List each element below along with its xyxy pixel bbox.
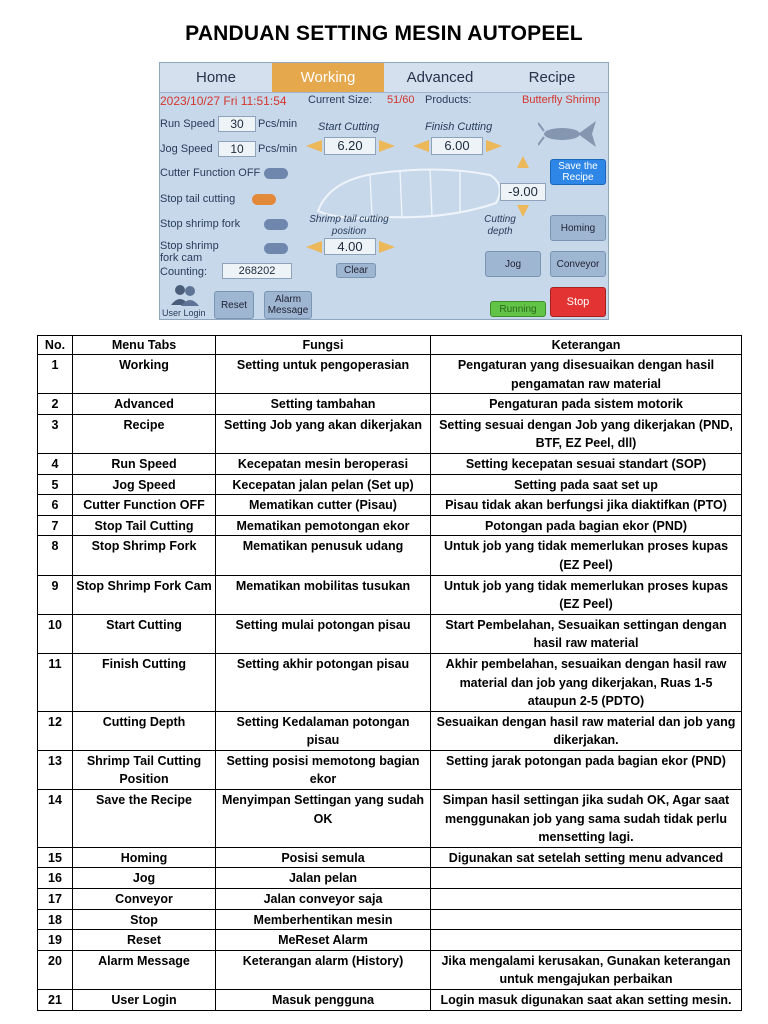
table-row: [38, 889, 742, 910]
header-no: No.: [38, 336, 73, 355]
cutting-depth-label: Cutting depth: [484, 214, 516, 237]
header-menu-tabs: Menu Tabs: [73, 336, 216, 355]
cell-fungsi: Setting tambahan: [216, 394, 431, 415]
cell-no: 21: [38, 990, 73, 1011]
cell-no: 13: [38, 750, 73, 789]
stop-tail-toggle[interactable]: [252, 194, 276, 205]
stop-fork-toggle[interactable]: [264, 219, 288, 230]
cell-no: 19: [38, 930, 73, 951]
cell-no: 5: [38, 474, 73, 495]
header-keterangan: Keterangan: [431, 336, 742, 355]
homing-button[interactable]: Homing: [550, 215, 606, 241]
tail-position-label: Shrimp tail cutting position: [309, 214, 389, 237]
table-row: [38, 474, 742, 495]
save-recipe-button[interactable]: Save the Recipe: [550, 159, 606, 185]
cell-menu-tab: User Login: [73, 990, 216, 1011]
hmi-screenshot: [159, 62, 609, 320]
cell-keterangan: [431, 930, 742, 951]
cell-menu-tab: Advanced: [73, 394, 216, 415]
cell-no: 14: [38, 790, 73, 848]
cell-fungsi: Memberhentikan mesin: [216, 909, 431, 930]
cell-keterangan: [431, 868, 742, 889]
cell-no: 12: [38, 711, 73, 750]
run-speed-unit: Pcs/min: [258, 118, 298, 130]
cell-keterangan: [431, 909, 742, 930]
counting-value: 268202: [222, 263, 292, 279]
document-title: PANDUAN SETTING MESIN AUTOPEEL: [185, 22, 583, 45]
table-row: [38, 414, 742, 453]
table-row: [38, 868, 742, 889]
clear-button[interactable]: Clear: [336, 263, 376, 278]
cell-menu-tab: Cutting Depth: [73, 711, 216, 750]
cell-keterangan: Start Pembelahan, Sesuaikan settingan dengan hasil raw material: [431, 614, 742, 653]
cell-fungsi: Posisi semula: [216, 847, 431, 868]
cell-menu-tab: Stop Tail Cutting: [73, 515, 216, 536]
datetime: 2023/10/27 Fri 11:51:54: [160, 94, 287, 108]
cell-fungsi: Setting Kedalaman potongan pisau: [216, 711, 431, 750]
cell-no: 17: [38, 889, 73, 910]
cutter-function-label: Cutter Function OFF: [160, 167, 261, 179]
alarm-message-button[interactable]: Alarm Message: [264, 291, 312, 319]
cell-fungsi: Setting akhir potongan pisau: [216, 653, 431, 711]
stop-tail-label: Stop tail cutting: [160, 193, 236, 205]
cell-menu-tab: Finish Cutting: [73, 653, 216, 711]
cell-keterangan: Simpan hasil settingan jika sudah OK, Agar saat menggunakan job yang sama sudah tidak perlu mensetting lagi.: [431, 790, 742, 848]
cell-menu-tab: Stop: [73, 909, 216, 930]
settings-guide-table: [37, 335, 742, 1011]
table-row: [38, 515, 742, 536]
stop-fork-cam-label: Stop shrimp fork cam: [160, 240, 219, 264]
table-row: [38, 453, 742, 474]
cell-fungsi: Menyimpan Settingan yang sudah OK: [216, 790, 431, 848]
cell-no: 8: [38, 536, 73, 575]
cell-keterangan: Setting sesuai dengan Job yang dikerjakan (PND, BTF, EZ Peel, dll): [431, 414, 742, 453]
table-row: [38, 950, 742, 989]
cell-fungsi: Setting untuk pengoperasian: [216, 355, 431, 394]
cell-fungsi: Setting Job yang akan dikerjakan: [216, 414, 431, 453]
cell-keterangan: Setting jarak potongan pada bagian ekor (PND): [431, 750, 742, 789]
table-row: [38, 750, 742, 789]
cell-fungsi: Jalan pelan: [216, 868, 431, 889]
hmi-tab-bar: [160, 63, 608, 93]
tab-working[interactable]: Working: [272, 63, 384, 92]
cell-menu-tab: Save the Recipe: [73, 790, 216, 848]
cell-keterangan: Pengaturan pada sistem motorik: [431, 394, 742, 415]
cell-menu-tab: Alarm Message: [73, 950, 216, 989]
cell-no: 15: [38, 847, 73, 868]
table-row: [38, 355, 742, 394]
cell-fungsi: Setting mulai potongan pisau: [216, 614, 431, 653]
cell-keterangan: Setting kecepatan sesuai standart (SOP): [431, 453, 742, 474]
current-size-label: Current Size:: [308, 94, 373, 106]
tab-home[interactable]: Home: [195, 69, 236, 86]
cell-no: 16: [38, 868, 73, 889]
jog-speed-label: Jog Speed: [160, 143, 213, 155]
header-fungsi: Fungsi: [216, 336, 431, 355]
run-speed-label: Run Speed: [160, 118, 216, 130]
products-label: Products:: [425, 94, 472, 106]
cell-menu-tab: Conveyor: [73, 889, 216, 910]
table-row: [38, 790, 742, 848]
cell-fungsi: Jalan conveyor saja: [216, 889, 431, 910]
cell-fungsi: Mematikan penusuk udang: [216, 536, 431, 575]
stop-button[interactable]: Stop: [550, 287, 606, 317]
cutting-depth-input[interactable]: -9.00: [500, 183, 546, 201]
cell-keterangan: Pengaturan yang disesuaikan dengan hasil pengamatan raw material: [431, 355, 742, 394]
cell-keterangan: Digunakan sat setelah setting menu advanced: [431, 847, 742, 868]
cell-menu-tab: Stop Shrimp Fork: [73, 536, 216, 575]
cell-menu-tab: Homing: [73, 847, 216, 868]
products-value: Butterfly Shrimp: [522, 94, 601, 106]
cell-keterangan: Potongan pada bagian ekor (PND): [431, 515, 742, 536]
start-cutting-label: Start Cutting: [318, 121, 380, 133]
user-login-label: User Login: [162, 308, 206, 318]
cell-fungsi: MeReset Alarm: [216, 930, 431, 951]
stop-fork-cam-toggle[interactable]: [264, 243, 288, 254]
cell-fungsi: Kecepatan mesin beroperasi: [216, 453, 431, 474]
cell-menu-tab: Start Cutting: [73, 614, 216, 653]
table-row: [38, 847, 742, 868]
cell-keterangan: [431, 889, 742, 910]
cell-menu-tab: Jog: [73, 868, 216, 889]
table-row: [38, 536, 742, 575]
counting-label: Counting:: [160, 266, 208, 278]
cell-keterangan: Akhir pembelahan, sesuaikan dengan hasil raw material dan job yang dikerjakan, Ruas 1-5 ataupun 2-5 (PDTO): [431, 653, 742, 711]
table-row: [38, 394, 742, 415]
cell-no: 9: [38, 575, 73, 614]
cell-menu-tab: Shrimp Tail Cutting Position: [73, 750, 216, 789]
cell-no: 2: [38, 394, 73, 415]
cell-keterangan: Login masuk digunakan saat akan setting mesin.: [431, 990, 742, 1011]
table-row: [38, 930, 742, 951]
cell-fungsi: Masuk pengguna: [216, 990, 431, 1011]
cell-keterangan: Untuk job yang tidak memerlukan proses kupas (EZ Peel): [431, 536, 742, 575]
tab-recipe[interactable]: Recipe: [528, 69, 576, 86]
cell-fungsi: Keterangan alarm (History): [216, 950, 431, 989]
running-status: Running: [490, 301, 546, 317]
cell-no: 1: [38, 355, 73, 394]
run-speed-input[interactable]: 30: [218, 116, 256, 132]
tab-advanced[interactable]: Advanced: [406, 69, 474, 86]
cell-no: 20: [38, 950, 73, 989]
start-cutting-input[interactable]: 6.20: [324, 137, 376, 155]
reset-button[interactable]: Reset: [214, 291, 254, 319]
finish-cutting-label: Finish Cutting: [425, 121, 493, 133]
table-row: [38, 909, 742, 930]
jog-speed-unit: Pcs/min: [258, 143, 298, 155]
cell-keterangan: Sesuaikan dengan hasil raw material dan job yang dikerjakan.: [431, 711, 742, 750]
cell-no: 3: [38, 414, 73, 453]
table-row: [38, 495, 742, 516]
cell-fungsi: Mematikan pemotongan ekor: [216, 515, 431, 536]
start-cutting-increase-icon[interactable]: [379, 140, 395, 152]
cell-menu-tab: Stop Shrimp Fork Cam: [73, 575, 216, 614]
cell-no: 4: [38, 453, 73, 474]
cell-keterangan: Untuk job yang tidak memerlukan proses kupas (EZ Peel): [431, 575, 742, 614]
jog-speed-input[interactable]: 10: [218, 141, 256, 157]
cutting-depth-up-icon[interactable]: [517, 156, 529, 168]
shrimp-product-icon: [538, 113, 608, 155]
cutter-function-toggle[interactable]: [264, 168, 288, 179]
table-row: [38, 614, 742, 653]
tail-position-increase-icon[interactable]: [379, 241, 395, 253]
table-row: [38, 653, 742, 711]
cell-fungsi: Mematikan mobilitas tusukan: [216, 575, 431, 614]
cell-keterangan: Jika mengalami kerusakan, Gunakan keterangan untuk mengajukan perbaikan: [431, 950, 742, 989]
tail-position-input[interactable]: 4.00: [324, 238, 376, 255]
conveyor-button[interactable]: Conveyor: [550, 251, 606, 277]
finish-cutting-input[interactable]: 6.00: [431, 137, 483, 155]
cell-fungsi: Setting posisi memotong bagian ekor: [216, 750, 431, 789]
table-row: [38, 711, 742, 750]
cell-menu-tab: Run Speed: [73, 453, 216, 474]
jog-button[interactable]: Jog: [485, 251, 541, 277]
table-row: [38, 575, 742, 614]
table-header-row: [38, 336, 742, 355]
cell-no: 18: [38, 909, 73, 930]
table-row: [38, 990, 742, 1011]
cell-menu-tab: Recipe: [73, 414, 216, 453]
cell-menu-tab: Cutter Function OFF: [73, 495, 216, 516]
cell-menu-tab: Working: [73, 355, 216, 394]
cell-keterangan: Pisau tidak akan berfungsi jika diaktifkan (PTO): [431, 495, 742, 516]
tail-position-decrease-icon[interactable]: [306, 241, 322, 253]
current-size-value: 51/60: [387, 94, 415, 106]
cell-keterangan: Setting pada saat set up: [431, 474, 742, 495]
finish-cutting-increase-icon[interactable]: [486, 140, 502, 152]
cell-fungsi: Kecepatan jalan pelan (Set up): [216, 474, 431, 495]
cell-menu-tab: Reset: [73, 930, 216, 951]
stop-fork-label: Stop shrimp fork: [160, 218, 241, 230]
cell-fungsi: Mematikan cutter (Pisau): [216, 495, 431, 516]
cell-menu-tab: Jog Speed: [73, 474, 216, 495]
start-cutting-decrease-icon[interactable]: [306, 140, 322, 152]
finish-cutting-decrease-icon[interactable]: [413, 140, 429, 152]
cell-no: 6: [38, 495, 73, 516]
cell-no: 10: [38, 614, 73, 653]
cell-no: 7: [38, 515, 73, 536]
cell-no: 11: [38, 653, 73, 711]
user-login-icon[interactable]: [170, 283, 200, 307]
